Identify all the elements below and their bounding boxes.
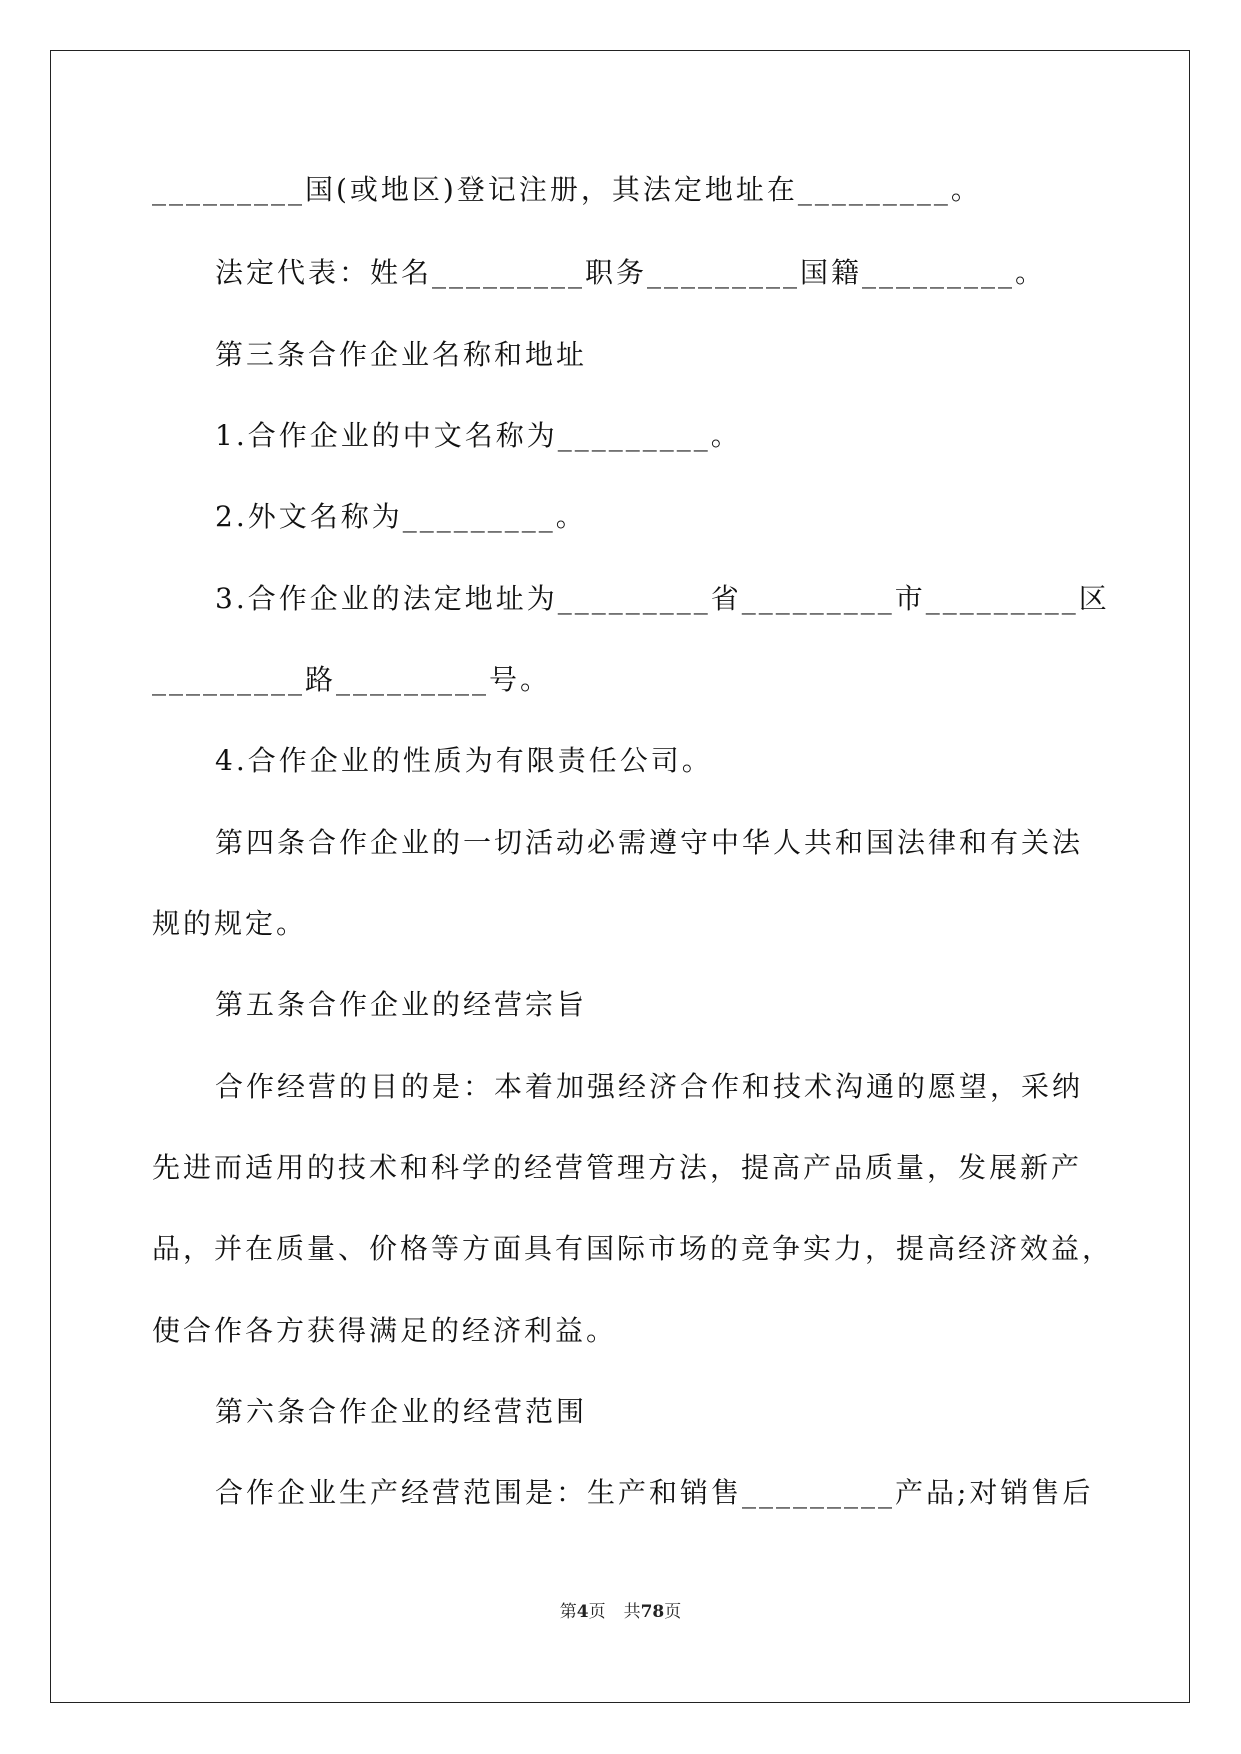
total-prefix: 共	[623, 1602, 641, 1622]
page-footer	[0, 1600, 1241, 1624]
text-line-12: 合作经营的目的是：本着加强经济合作和技术沟通的愿望，采纳	[215, 1070, 1084, 1103]
total-page-number: 78	[640, 1602, 665, 1622]
text-line-5: 2.外文名称为_________。	[215, 500, 587, 533]
section-heading-6: 第六条合作企业的经营范围	[215, 1395, 588, 1428]
text-line-4: 1.合作企业的中文名称为_________。	[215, 419, 742, 452]
total-suffix: 页	[664, 1602, 682, 1622]
text-line-8: 4.合作企业的性质为有限责任公司。	[215, 744, 713, 777]
page-border	[50, 50, 1190, 1703]
text-line-7: _________路_________号。	[152, 663, 552, 696]
text-line-13: 先进而适用的技术和科学的经营管理方法，提高产品质量，发展新产	[152, 1151, 1083, 1184]
text-line-6: 3.合作企业的法定地址为_________省_________市_________区	[215, 582, 1110, 615]
section-heading-3: 第三条合作企业名称和地址	[215, 338, 588, 371]
section-heading-4: 第四条合作企业的一切活动必需遵守中华人共和国法律和有关法	[215, 826, 1084, 859]
text-line-15: 使合作各方获得满足的经济利益。	[152, 1314, 618, 1347]
section-heading-5: 第五条合作企业的经营宗旨	[215, 988, 588, 1021]
page-suffix: 页	[588, 1602, 606, 1622]
text-line-2: 法定代表：姓名_________职务_________国籍_________。	[215, 256, 1047, 289]
page-prefix: 第	[559, 1602, 577, 1622]
text-line-17: 合作企业生产经营范围是：生产和销售_________产品;对销售后	[215, 1476, 1094, 1509]
text-line-14: 品，并在质量、价格等方面具有国际市场的竞争实力，提高经济效益，	[152, 1232, 1114, 1265]
current-page-number: 4	[576, 1602, 589, 1622]
text-line-10: 规的规定。	[152, 907, 308, 940]
text-line-1: _________国(或地区)登记注册，其法定地址在_________。	[152, 173, 982, 206]
